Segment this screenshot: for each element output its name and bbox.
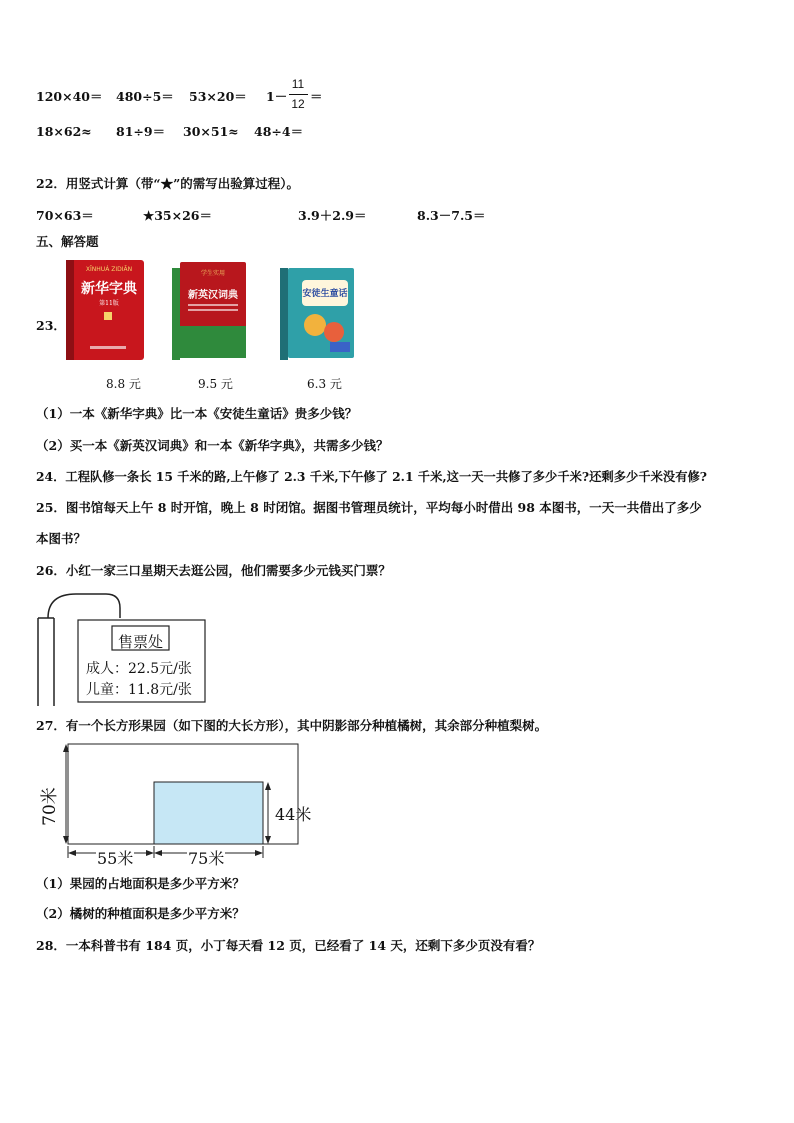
calc-item: 480÷5＝: [116, 89, 174, 104]
question-27: 27．有一个长方形果园（如下图的大长方形），其中阴影部分种植橘树，其余部分种植梨树。: [36, 718, 548, 733]
q23-sub-question: （1）一本《新华字典》比一本《安徒生童话》贵多少钱？: [36, 406, 358, 421]
calc-item: 48÷4＝: [254, 124, 304, 139]
right-width-label: 75米: [187, 846, 225, 869]
question-26: 26．小红一家三口星期天去逛公园，他们需要多少元钱买门票？: [36, 563, 391, 578]
book-series: 学生实用: [200, 270, 225, 277]
question-25-line: 25．图书馆每天上午 8 时开馆，晚上 8 时闭馆。据图书管理员统计，平均每小时借出 98 本图书，一天一共借出了多少: [36, 500, 702, 515]
question-25-line: 本图书？: [36, 531, 87, 546]
book-title: 安徒生童话: [302, 289, 348, 299]
q22-item: 3.9＋2.9＝: [298, 208, 367, 223]
book-price: 9.5 元: [198, 377, 233, 391]
child-ticket-price: 儿童：11.8元/张: [86, 682, 192, 698]
height-label: 70米: [39, 787, 60, 826]
section-title: 五、解答题: [36, 234, 99, 249]
book-price: 6.3 元: [307, 377, 342, 391]
fraction-equals: ＝: [310, 89, 323, 104]
question-28: 28．一本科普书有 184 页，小丁每天看 12 页，已经看了 14 天，还剩下多少页没有看？: [36, 938, 541, 953]
inner-height-label: 44米: [275, 805, 312, 824]
book-subtitle-line: [188, 304, 238, 306]
calc-item: 18×62≈: [36, 124, 92, 139]
book-english-chinese-dictionary-image: [172, 262, 248, 360]
calc-item: 81÷9＝: [116, 124, 166, 139]
q23-sub-question: （2）买一本《新英汉词典》和一本《新华字典》，共需多少钱？: [36, 438, 389, 453]
book-title: 新英汉词典: [188, 290, 238, 301]
book-edition: 第11版: [99, 300, 119, 307]
q22-item: ★35×26＝: [143, 208, 212, 223]
cartoon-character-icon: [304, 314, 326, 336]
fraction-denominator: 12: [291, 97, 305, 111]
book-title: 新华字典: [81, 281, 137, 297]
fraction-bar: [289, 94, 308, 95]
calc-item: 30×51≈: [183, 124, 239, 139]
question-24: 24．工程队修一条长 15 千米的路,上午修了 2.3 千米,下午修了 2.1 千米,这一天一共修了多少千米?还剩多少千米没有修?: [36, 469, 708, 484]
q27-sub-question: （1）果园的占地面积是多少平方米？: [36, 876, 245, 891]
adult-ticket-price: 成人：22.5元/张: [86, 661, 192, 677]
book-price: 8.8 元: [106, 377, 141, 391]
publisher-logo-icon: [104, 312, 112, 320]
q22-item: 8.3－7.5＝: [417, 208, 486, 223]
book-publisher-mark: [90, 346, 126, 349]
cartoon-character-icon: [324, 322, 344, 342]
calc-fraction-whole: 1－: [266, 89, 288, 104]
calc-item: 53×20＝: [189, 89, 247, 104]
fraction-numerator: 11: [291, 77, 305, 91]
book-pinyin: XĪNHUÁ ZIDIĂN: [85, 266, 133, 273]
book-subtitle-line: [188, 309, 238, 311]
question-23-number: 23．: [36, 318, 66, 333]
calc-item: 120×40＝: [36, 89, 103, 104]
book-andersen-tales-image: [280, 268, 356, 360]
book-badge: [330, 342, 350, 352]
book-xinhua-dictionary-image: [66, 260, 144, 360]
q22-item: 70×63＝: [36, 208, 94, 223]
ticket-office-sign: 售票处: [117, 633, 163, 651]
q27-sub-question: （2）橘树的种植面积是多少平方米？: [36, 906, 245, 921]
height-label-rotated: [38, 780, 68, 830]
left-width-label: 55米: [96, 846, 134, 869]
question-22-title: 22．用竖式计算（带“★”的需写出验算过程）。: [36, 176, 300, 191]
